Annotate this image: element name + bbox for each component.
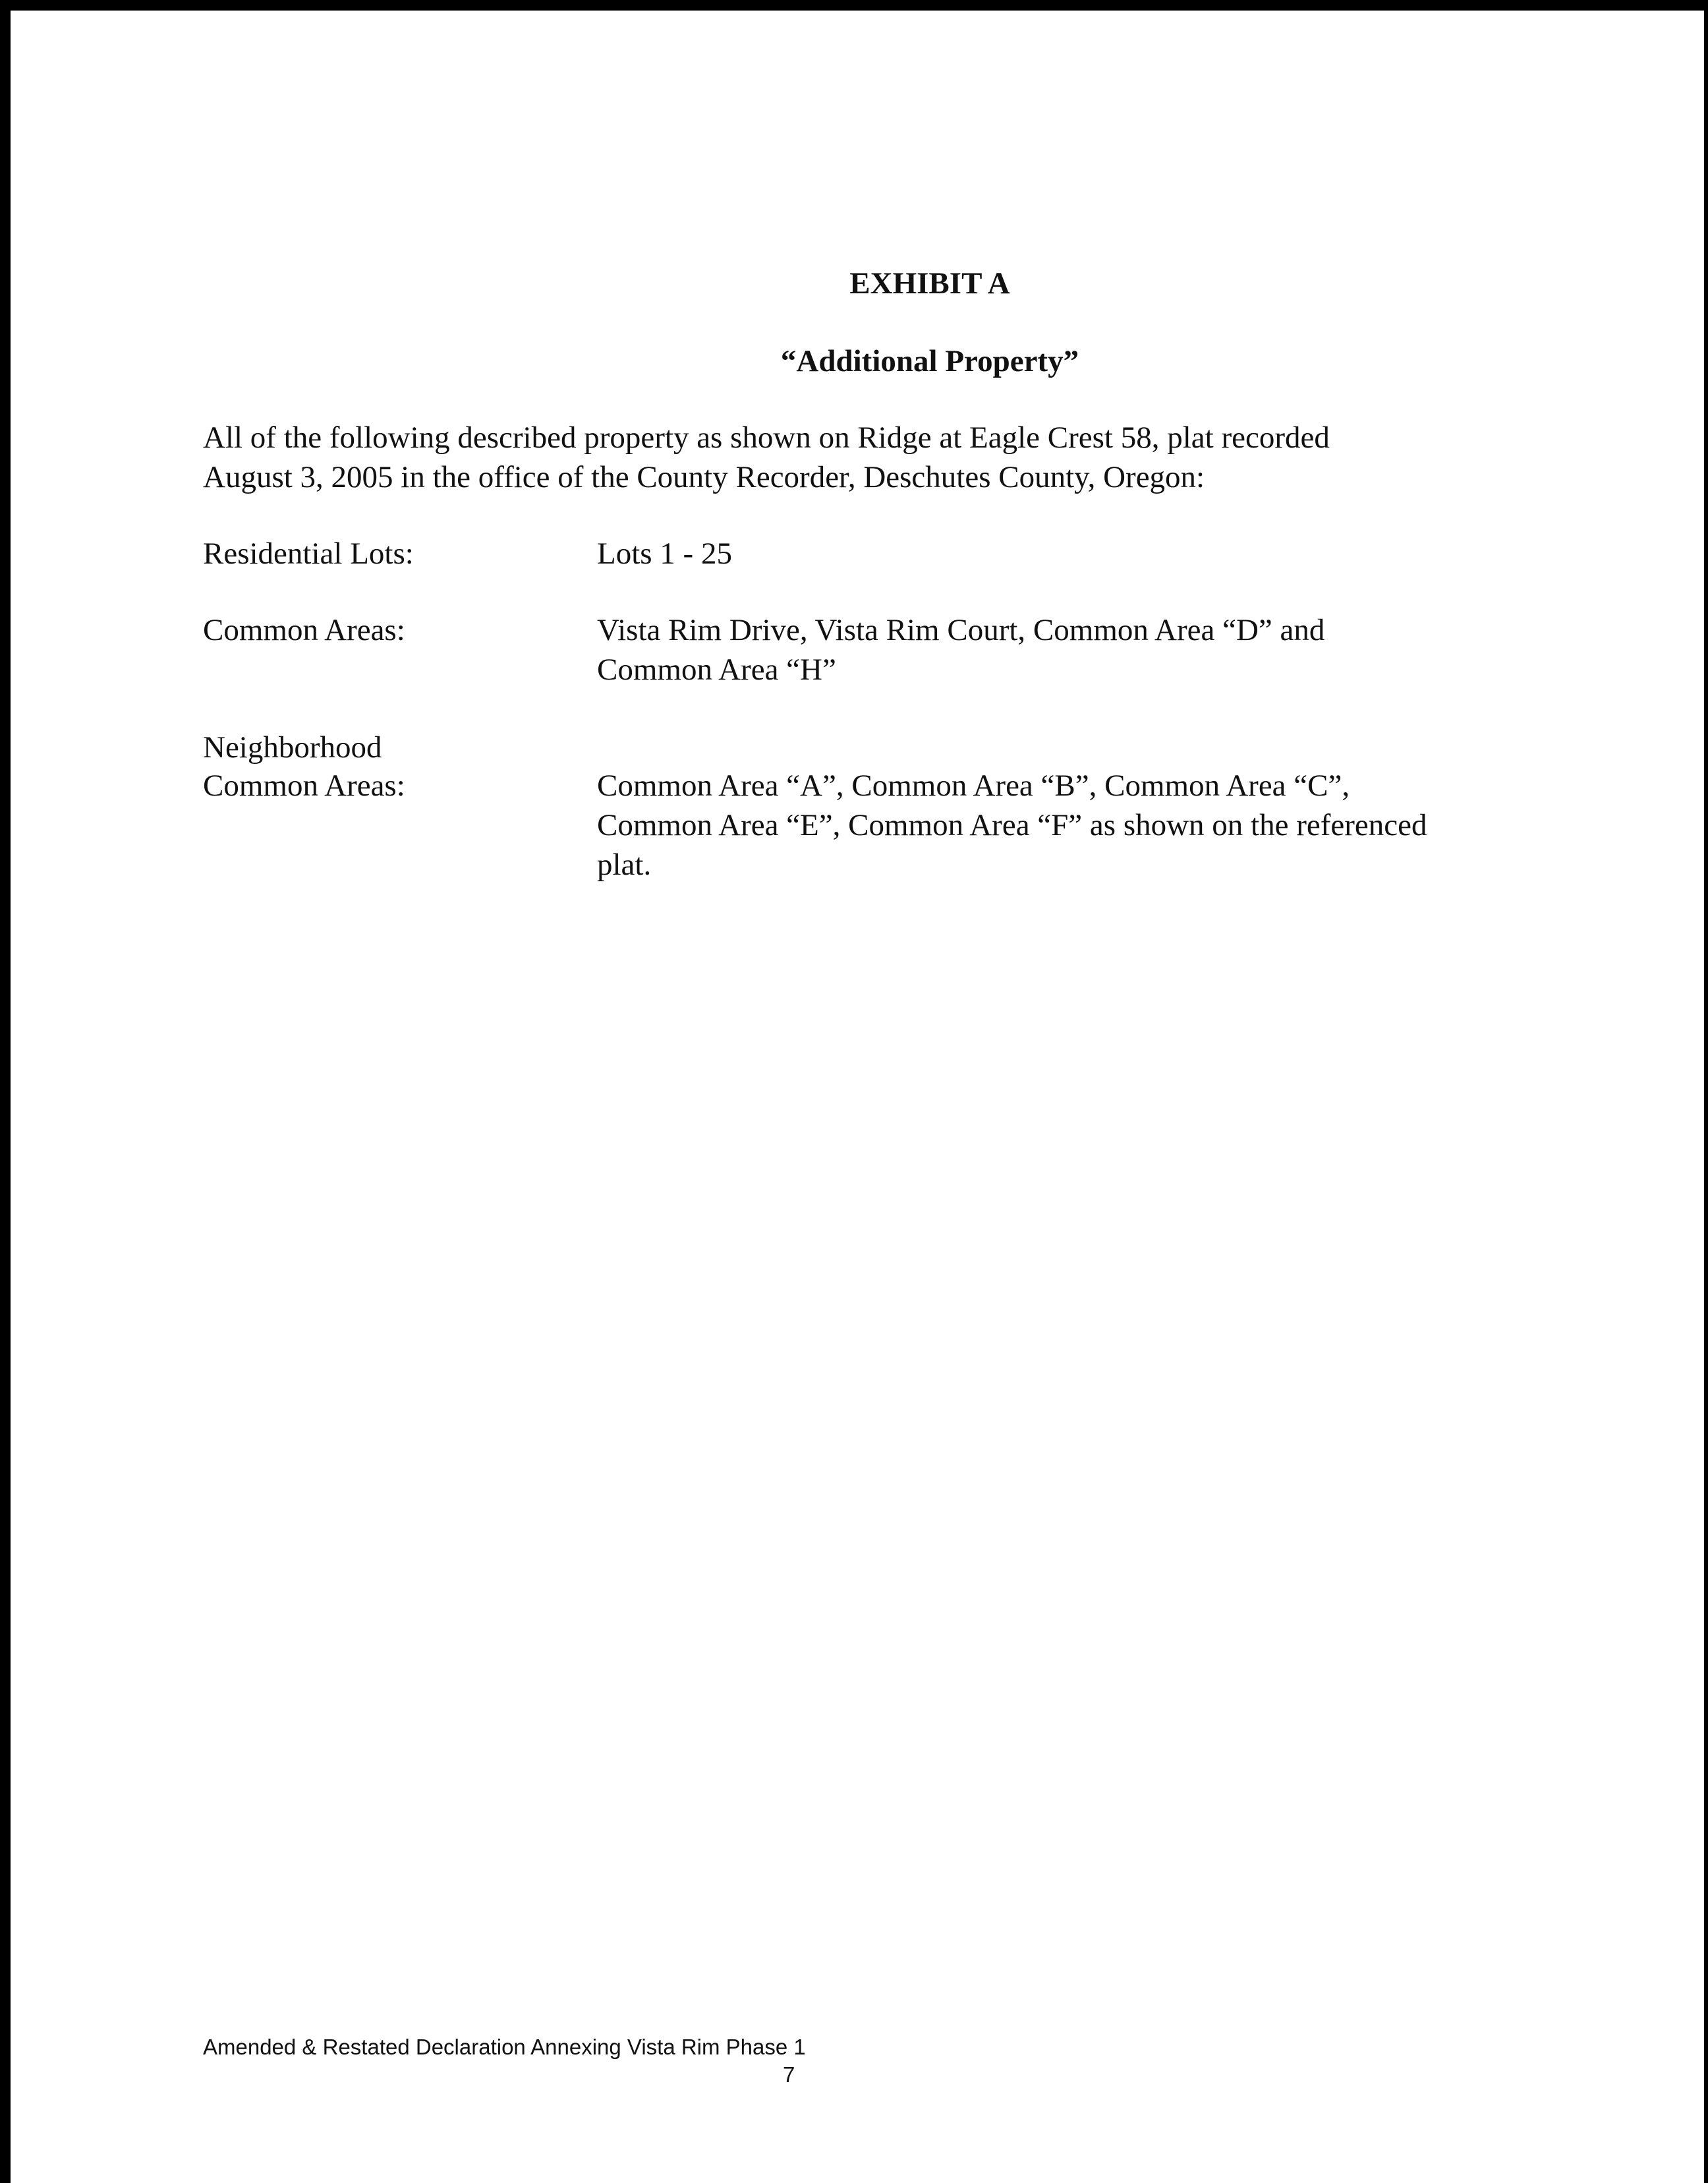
residential-lots-label: Residential Lots: <box>203 537 414 571</box>
neighborhood-value-line-2: Common Area “E”, Common Area “F” as shown on the referenced <box>597 808 1427 842</box>
neighborhood-label-line-1: Neighborhood <box>203 730 382 765</box>
scan-border-right <box>1704 0 1708 2183</box>
exhibit-subtitle-text: “Additional Property” <box>780 344 1079 378</box>
page-number: 7 <box>783 2062 795 2087</box>
intro-paragraph <box>203 418 1455 497</box>
common-areas-value-line-2: Common Area “H” <box>597 653 836 687</box>
intro-line-2: August 3, 2005 in the office of the County Recorder, Deschutes County, Oregon: <box>203 460 1205 494</box>
common-areas-value <box>597 610 1520 689</box>
common-areas-value-line-1: Vista Rim Drive, Vista Rim Court, Common Area “D” and <box>597 613 1325 647</box>
scan-border-top <box>0 0 1708 11</box>
neighborhood-label-line-2: Common Areas: <box>203 769 405 803</box>
footer-text: Amended & Restated Declaration Annexing Vista Rim Phase 1 <box>203 2035 806 2059</box>
neighborhood-common-areas-value <box>597 766 1520 885</box>
exhibit-title-text: EXHIBIT A <box>849 266 1010 301</box>
exhibit-subtitle <box>0 341 1708 381</box>
neighborhood-value-line-3: plat. <box>597 848 652 882</box>
common-areas-label: Common Areas: <box>203 613 405 647</box>
intro-line-1: All of the following described property as shown on Ridge at Eagle Crest 58, plat recorded <box>203 421 1330 455</box>
residential-lots-value: Lots 1 - 25 <box>597 537 732 571</box>
exhibit-title <box>0 264 1708 303</box>
scan-border-left <box>0 0 11 2183</box>
neighborhood-value-line-1: Common Area “A”, Common Area “B”, Common Area “C”, <box>597 769 1350 803</box>
